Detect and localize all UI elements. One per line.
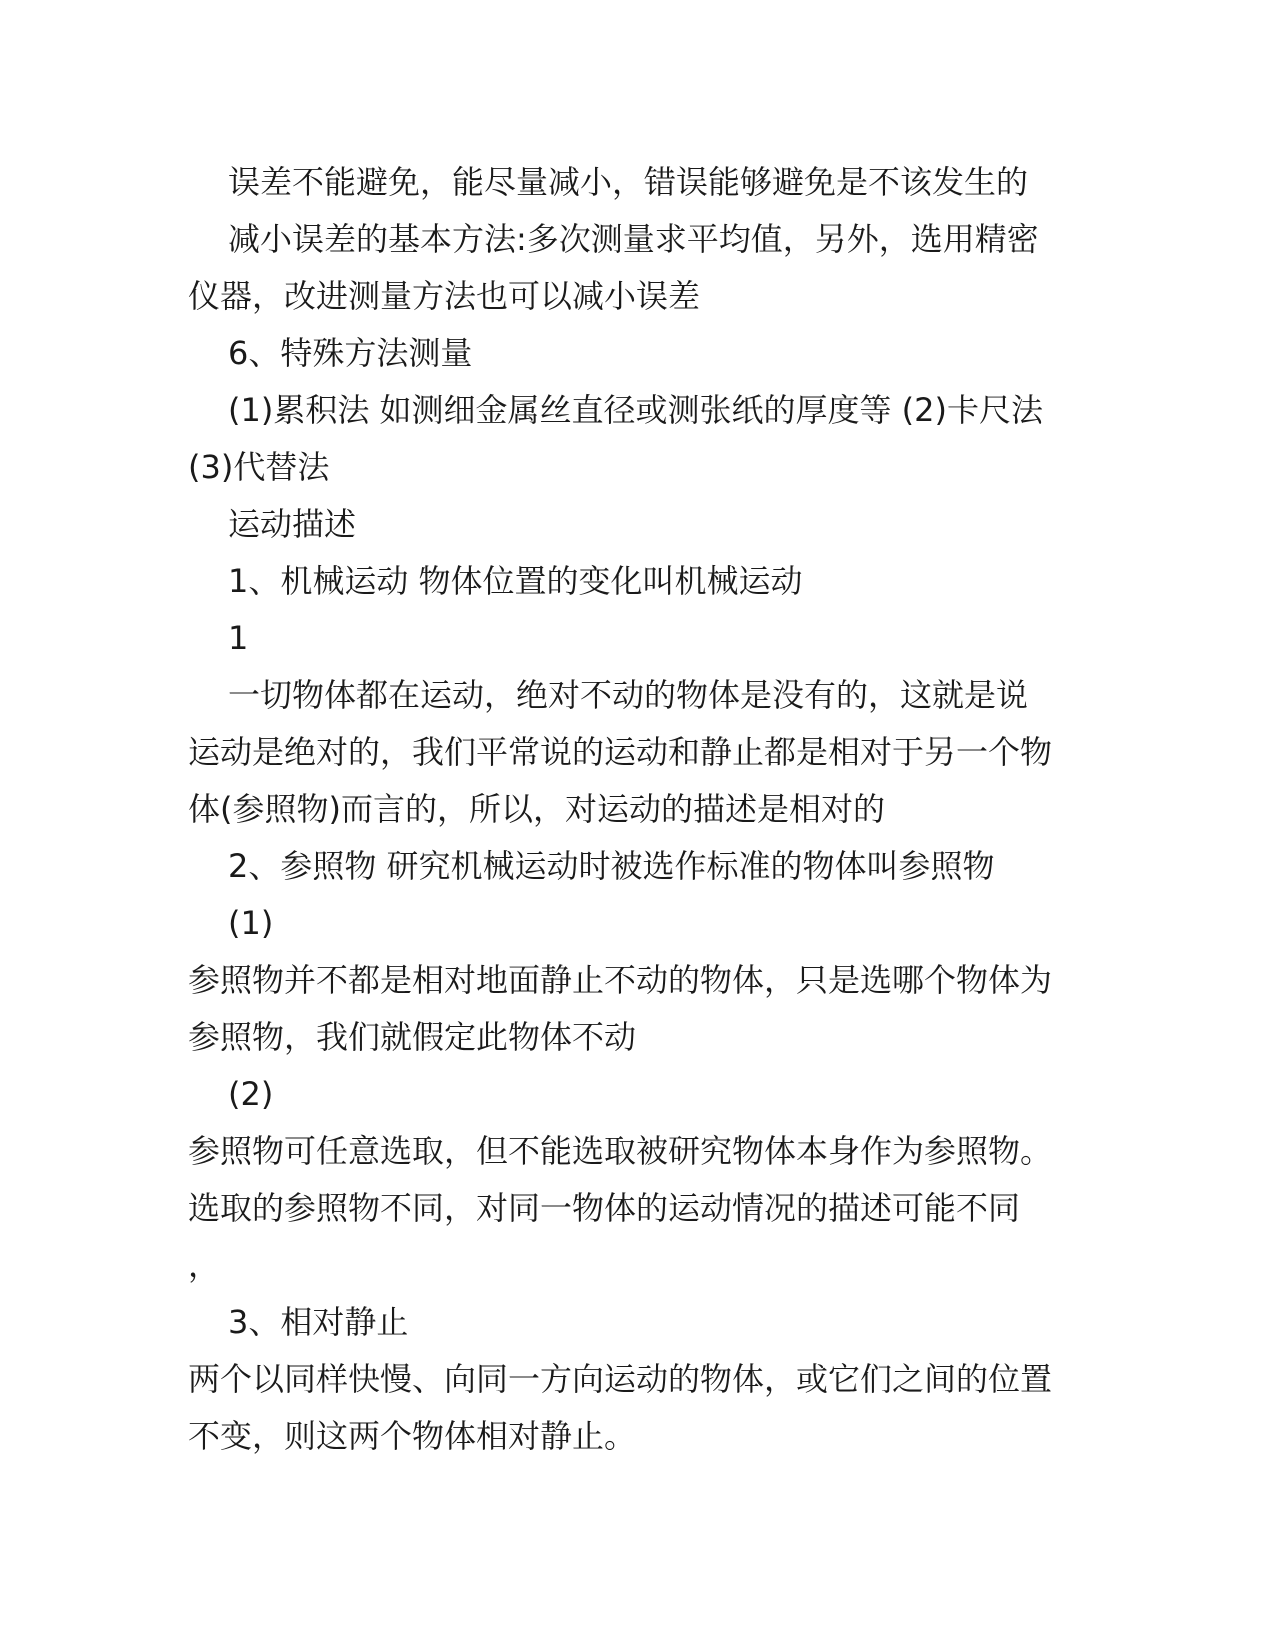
paragraph-line: ， — [188, 1246, 221, 1284]
paragraph-line: 运动是绝对的，我们平常说的运动和静止都是相对于另一个物 — [188, 733, 1053, 771]
paragraph-line: 参照物，我们就假定此物体不动 — [188, 1018, 637, 1056]
section-heading: 3、相对静止 — [228, 1303, 409, 1341]
paragraph-line: (2) — [228, 1075, 274, 1113]
paragraph-line: 不变，则这两个物体相对静止。 — [188, 1417, 637, 1455]
paragraph-line: 一切物体都在运动，绝对不动的物体是没有的，这就是说 — [228, 676, 1029, 714]
paragraph-line: 误差不能避免，能尽量减小，错误能够避免是不该发生的 — [228, 163, 1029, 201]
paragraph-line: (1) — [228, 904, 274, 942]
section-heading: 运动描述 — [228, 505, 357, 543]
paragraph-line: (3)代替法 — [188, 448, 330, 486]
paragraph-line: 减小误差的基本方法:多次测量求平均值，另外，选用精密 — [228, 220, 1039, 258]
paragraph-line: 1、机械运动 物体位置的变化叫机械运动 — [228, 562, 803, 600]
paragraph-line: 2、参照物 研究机械运动时被选作标准的物体叫参照物 — [228, 847, 995, 885]
paragraph-line: 1 — [228, 619, 249, 657]
paragraph-line: 仪器，改进测量方法也可以减小误差 — [188, 277, 701, 315]
paragraph-line: 体(参照物)而言的，所以，对运动的描述是相对的 — [188, 790, 885, 828]
paragraph-line: 选取的参照物不同，对同一物体的运动情况的描述可能不同 — [188, 1189, 1021, 1227]
section-heading: 6、特殊方法测量 — [228, 334, 473, 372]
paragraph-line: (1)累积法 如测细金属丝直径或测张纸的厚度等 (2)卡尺法 — [228, 391, 1044, 429]
paragraph-line: 参照物可任意选取，但不能选取被研究物体本身作为参照物。 — [188, 1132, 1053, 1170]
paragraph-line: 参照物并不都是相对地面静止不动的物体，只是选哪个物体为 — [188, 961, 1053, 999]
paragraph-line: 两个以同样快慢、向同一方向运动的物体，或它们之间的位置 — [188, 1360, 1053, 1398]
